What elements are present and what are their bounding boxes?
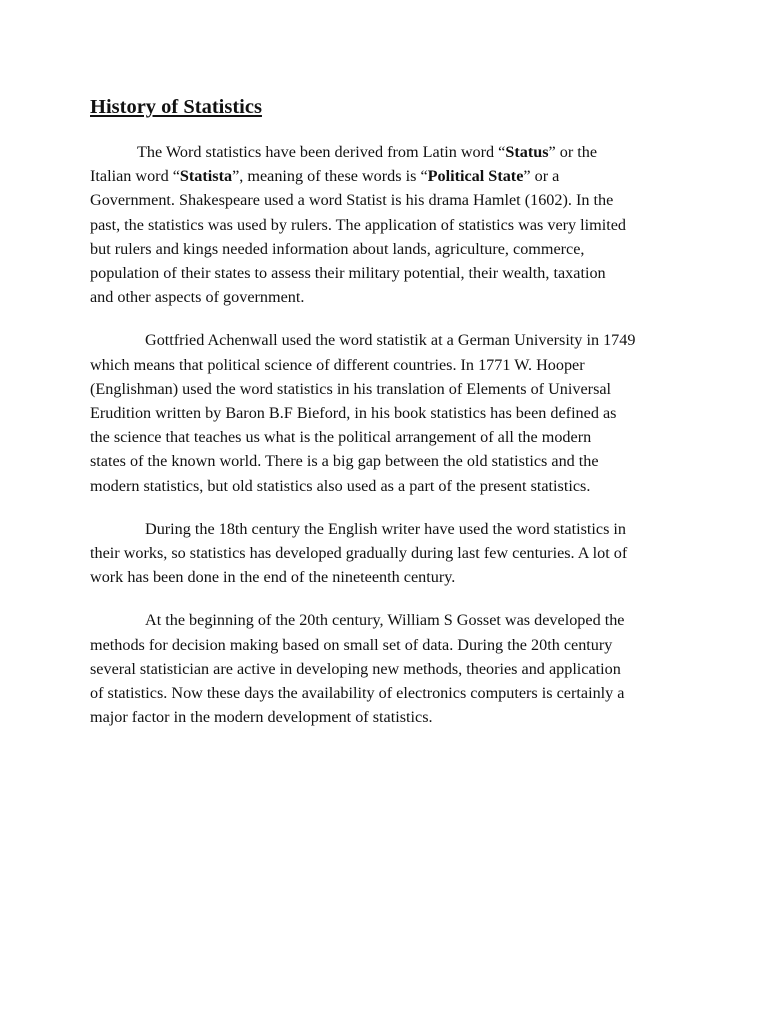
paragraph-3-line-3: work has been done in the end of the nineteenth century.: [90, 568, 456, 587]
paragraph-1-line-7: and other aspects of government.: [90, 288, 305, 307]
document-title: History of Statistics: [90, 96, 262, 118]
paragraph-4-line-1: At the beginning of the 20th century, William S Gosset was developed the: [145, 611, 625, 630]
text-segment: Italian word “: [90, 167, 180, 186]
text-segment: ”, meaning of these words is “: [232, 167, 428, 186]
paragraph-2-line-6: states of the known world. There is a big gap between the old statistics and the: [90, 452, 599, 471]
paragraph-1-line-6: population of their states to assess their military potential, their wealth, taxation: [90, 264, 606, 283]
paragraph-2-line-5: the science that teaches us what is the political arrangement of all the modern: [90, 428, 592, 447]
text-segment: ” or a: [523, 167, 560, 186]
paragraph-4-line-4: of statistics. Now these days the availability of electronics computers is certainly a: [90, 684, 625, 703]
paragraph-2-line-7: modern statistics, but old statistics also used as a part of the present statistics.: [90, 476, 591, 495]
paragraph-4-line-3: several statistician are active in developing new methods, theories and application: [90, 659, 621, 678]
paragraph-3-line-1: During the 18th century the English writer have used the word statistics in: [145, 519, 627, 538]
paragraph-2-line-4: Erudition written by Baron B.F Bieford, in his book statistics has been defined as: [90, 404, 617, 423]
paragraph-3: [90, 517, 680, 590]
paragraph-1-line-4: past, the statistics was used by rulers. The application of statistics was very limited: [90, 215, 627, 234]
paragraph-1-line-2: [90, 164, 680, 188]
paragraph-1: [90, 140, 680, 309]
paragraph-1-line-1: [90, 140, 680, 164]
paragraph-4-line-5: major factor in the modern development of statistics.: [90, 708, 433, 727]
paragraph-3-line-2: their works, so statistics has developed gradually during last few centuries. A lot of: [90, 544, 628, 563]
paragraph-2-line-3: (Englishman) used the word statistics in his translation of Elements of Universal: [90, 379, 612, 398]
paragraph-1-line-3: Government. Shakespeare used a word Statist is his drama Hamlet (1602). In the: [90, 191, 614, 210]
text-segment: The Word statistics have been derived from Latin word “: [137, 143, 506, 161]
paragraph-2-line-1: Gottfried Achenwall used the word statistik at a German University in 1749: [145, 331, 636, 350]
text-segment: ” or the: [548, 143, 598, 161]
document-page: [90, 92, 680, 748]
paragraph-2-line-2: which means that political science of different countries. In 1771 W. Hooper: [90, 355, 585, 374]
paragraph-4: [90, 608, 680, 729]
bold-term-status: Status: [505, 143, 549, 161]
paragraph-4-line-2: methods for decision making based on small set of data. During the 20th century: [90, 635, 613, 654]
bold-term-political-state: Political State: [427, 167, 524, 186]
bold-term-statista: Statista: [179, 167, 233, 186]
paragraph-1-line-5: but rulers and kings needed information about lands, agriculture, commerce,: [90, 239, 585, 258]
paragraph-2: [90, 328, 680, 497]
